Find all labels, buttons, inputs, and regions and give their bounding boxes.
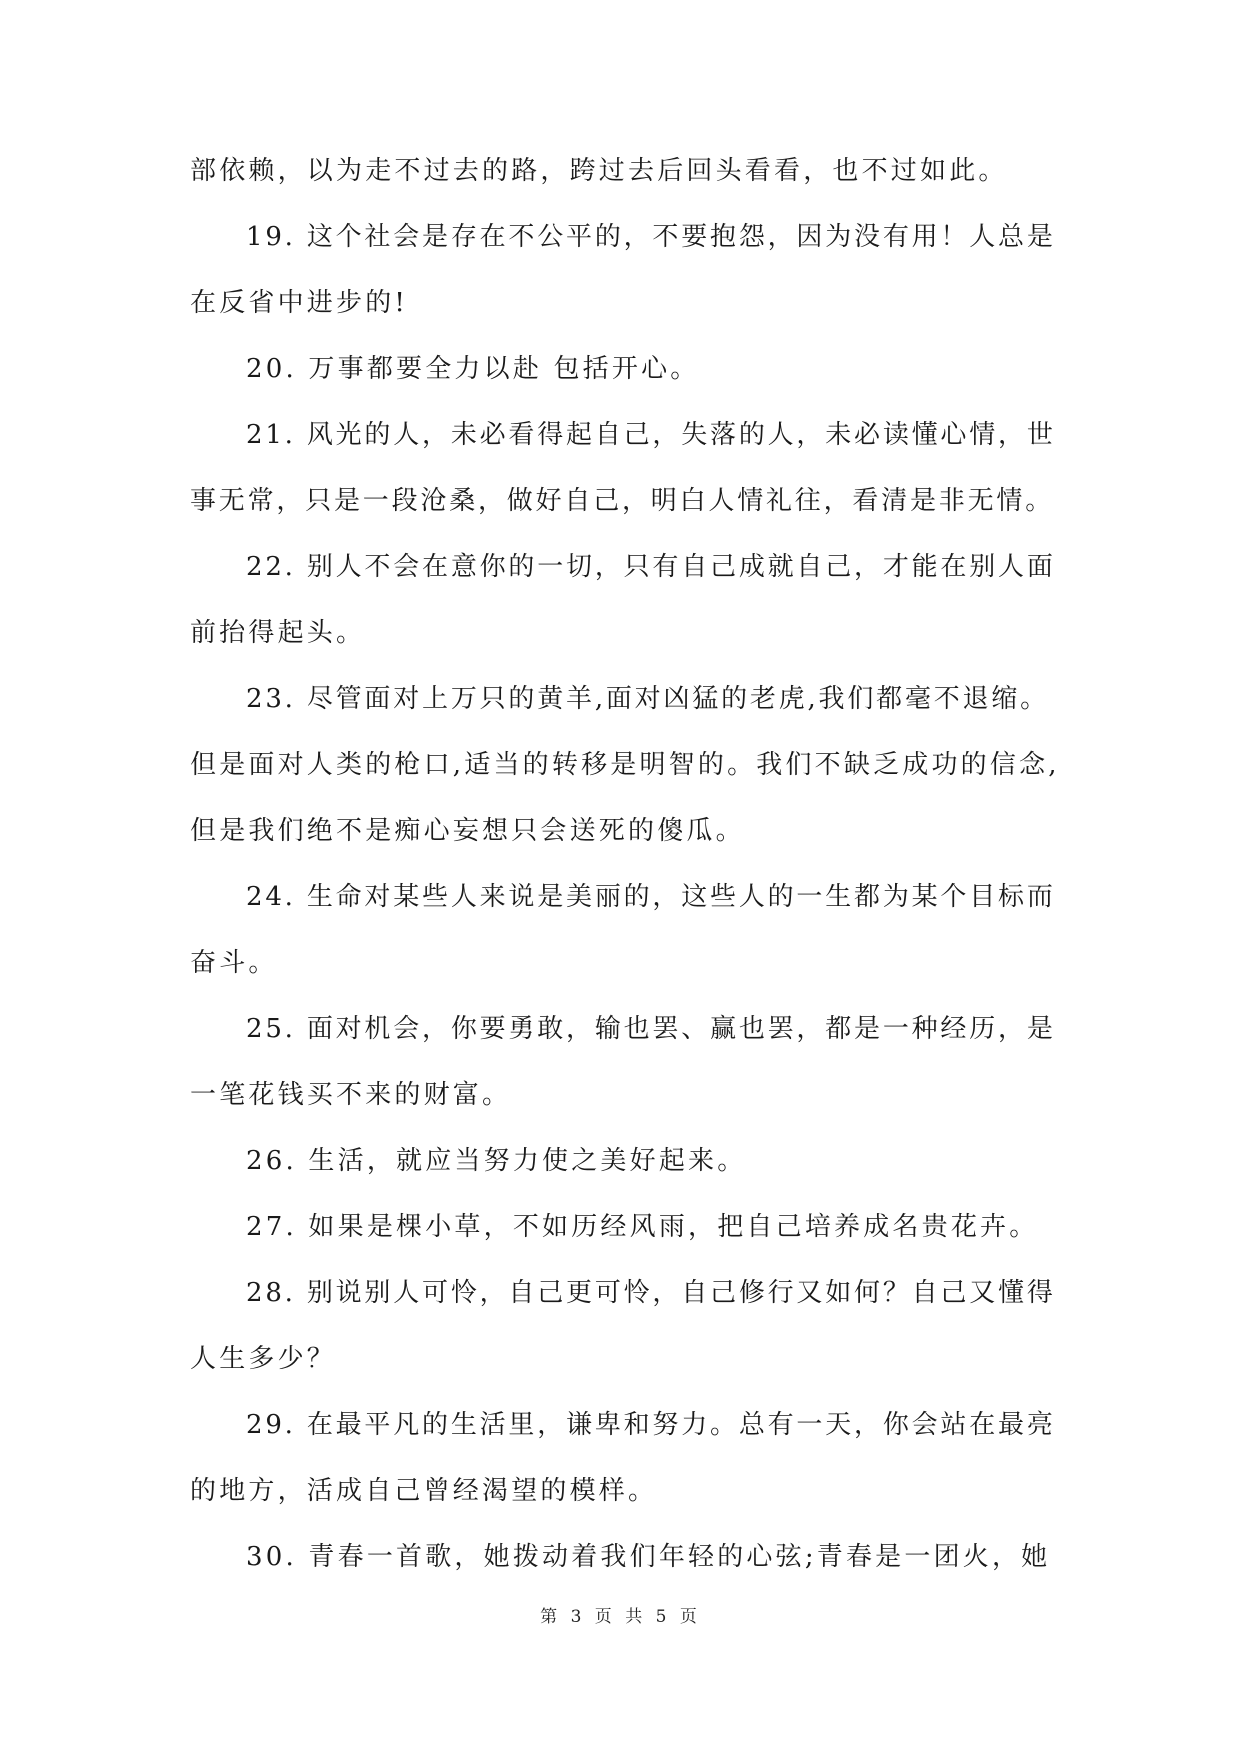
text-line: 部依赖，以为走不过去的路，跨过去后回头看看，也不过如此。 xyxy=(190,156,1008,186)
text-line: 28. 别说别人可怜，自己更可怜，自己修行又如何？自己又懂得 xyxy=(246,1278,1056,1308)
text-line: 26. 生活，就应当努力使之美好起来。 xyxy=(246,1146,747,1176)
text-line: 但是我们绝不是痴心妄想只会送死的傻瓜。 xyxy=(190,816,745,846)
text-line: 奋斗。 xyxy=(190,948,278,978)
text-line: 在反省中进步的! xyxy=(190,288,409,318)
text-line: 前抬得起头。 xyxy=(190,618,366,648)
text-line: 23. 尽管面对上万只的黄羊,面对凶猛的老虎,我们都毫不退缩。 xyxy=(246,684,1049,714)
page-number-footer: 第 3 页 共 5 页 xyxy=(540,1607,701,1627)
text-line: 的地方，活成自己曾经渴望的模样。 xyxy=(190,1476,658,1506)
text-line: 一笔花钱买不来的财富。 xyxy=(190,1080,512,1110)
text-line: 22. 别人不会在意你的一切，只有自己成就自己，才能在别人面 xyxy=(246,552,1056,582)
text-line: 事无常，只是一段沧桑，做好自己，明白人情礼往，看清是非无情。 xyxy=(190,486,1055,516)
text-line: 24. 生命对某些人来说是美丽的，这些人的一生都为某个目标而 xyxy=(246,882,1056,912)
text-line: 25. 面对机会，你要勇敢，输也罢、赢也罢，都是一种经历，是 xyxy=(246,1014,1056,1044)
text-line: 人生多少？ xyxy=(190,1344,337,1374)
text-line: 27. 如果是棵小草，不如历经风雨，把自己培养成名贵花卉。 xyxy=(246,1212,1039,1242)
text-line: 30. 青春一首歌，她拨动着我们年轻的心弦;青春是一团火，她 xyxy=(246,1542,1051,1572)
text-line: 20. 万事都要全力以赴 包括开心。 xyxy=(246,354,700,384)
text-line: 21. 风光的人，未必看得起自己，失落的人，未必读懂心情，世 xyxy=(246,420,1056,450)
document-body xyxy=(190,155,1060,1607)
text-line: 29. 在最平凡的生活里，谦卑和努力。总有一天，你会站在最亮 xyxy=(246,1410,1056,1440)
text-line: 19. 这个社会是存在不公平的，不要抱怨，因为没有用！人总是 xyxy=(246,222,1056,252)
text-line: 但是面对人类的枪口,适当的转移是明智的。我们不缺乏成功的信念, xyxy=(190,750,1060,780)
